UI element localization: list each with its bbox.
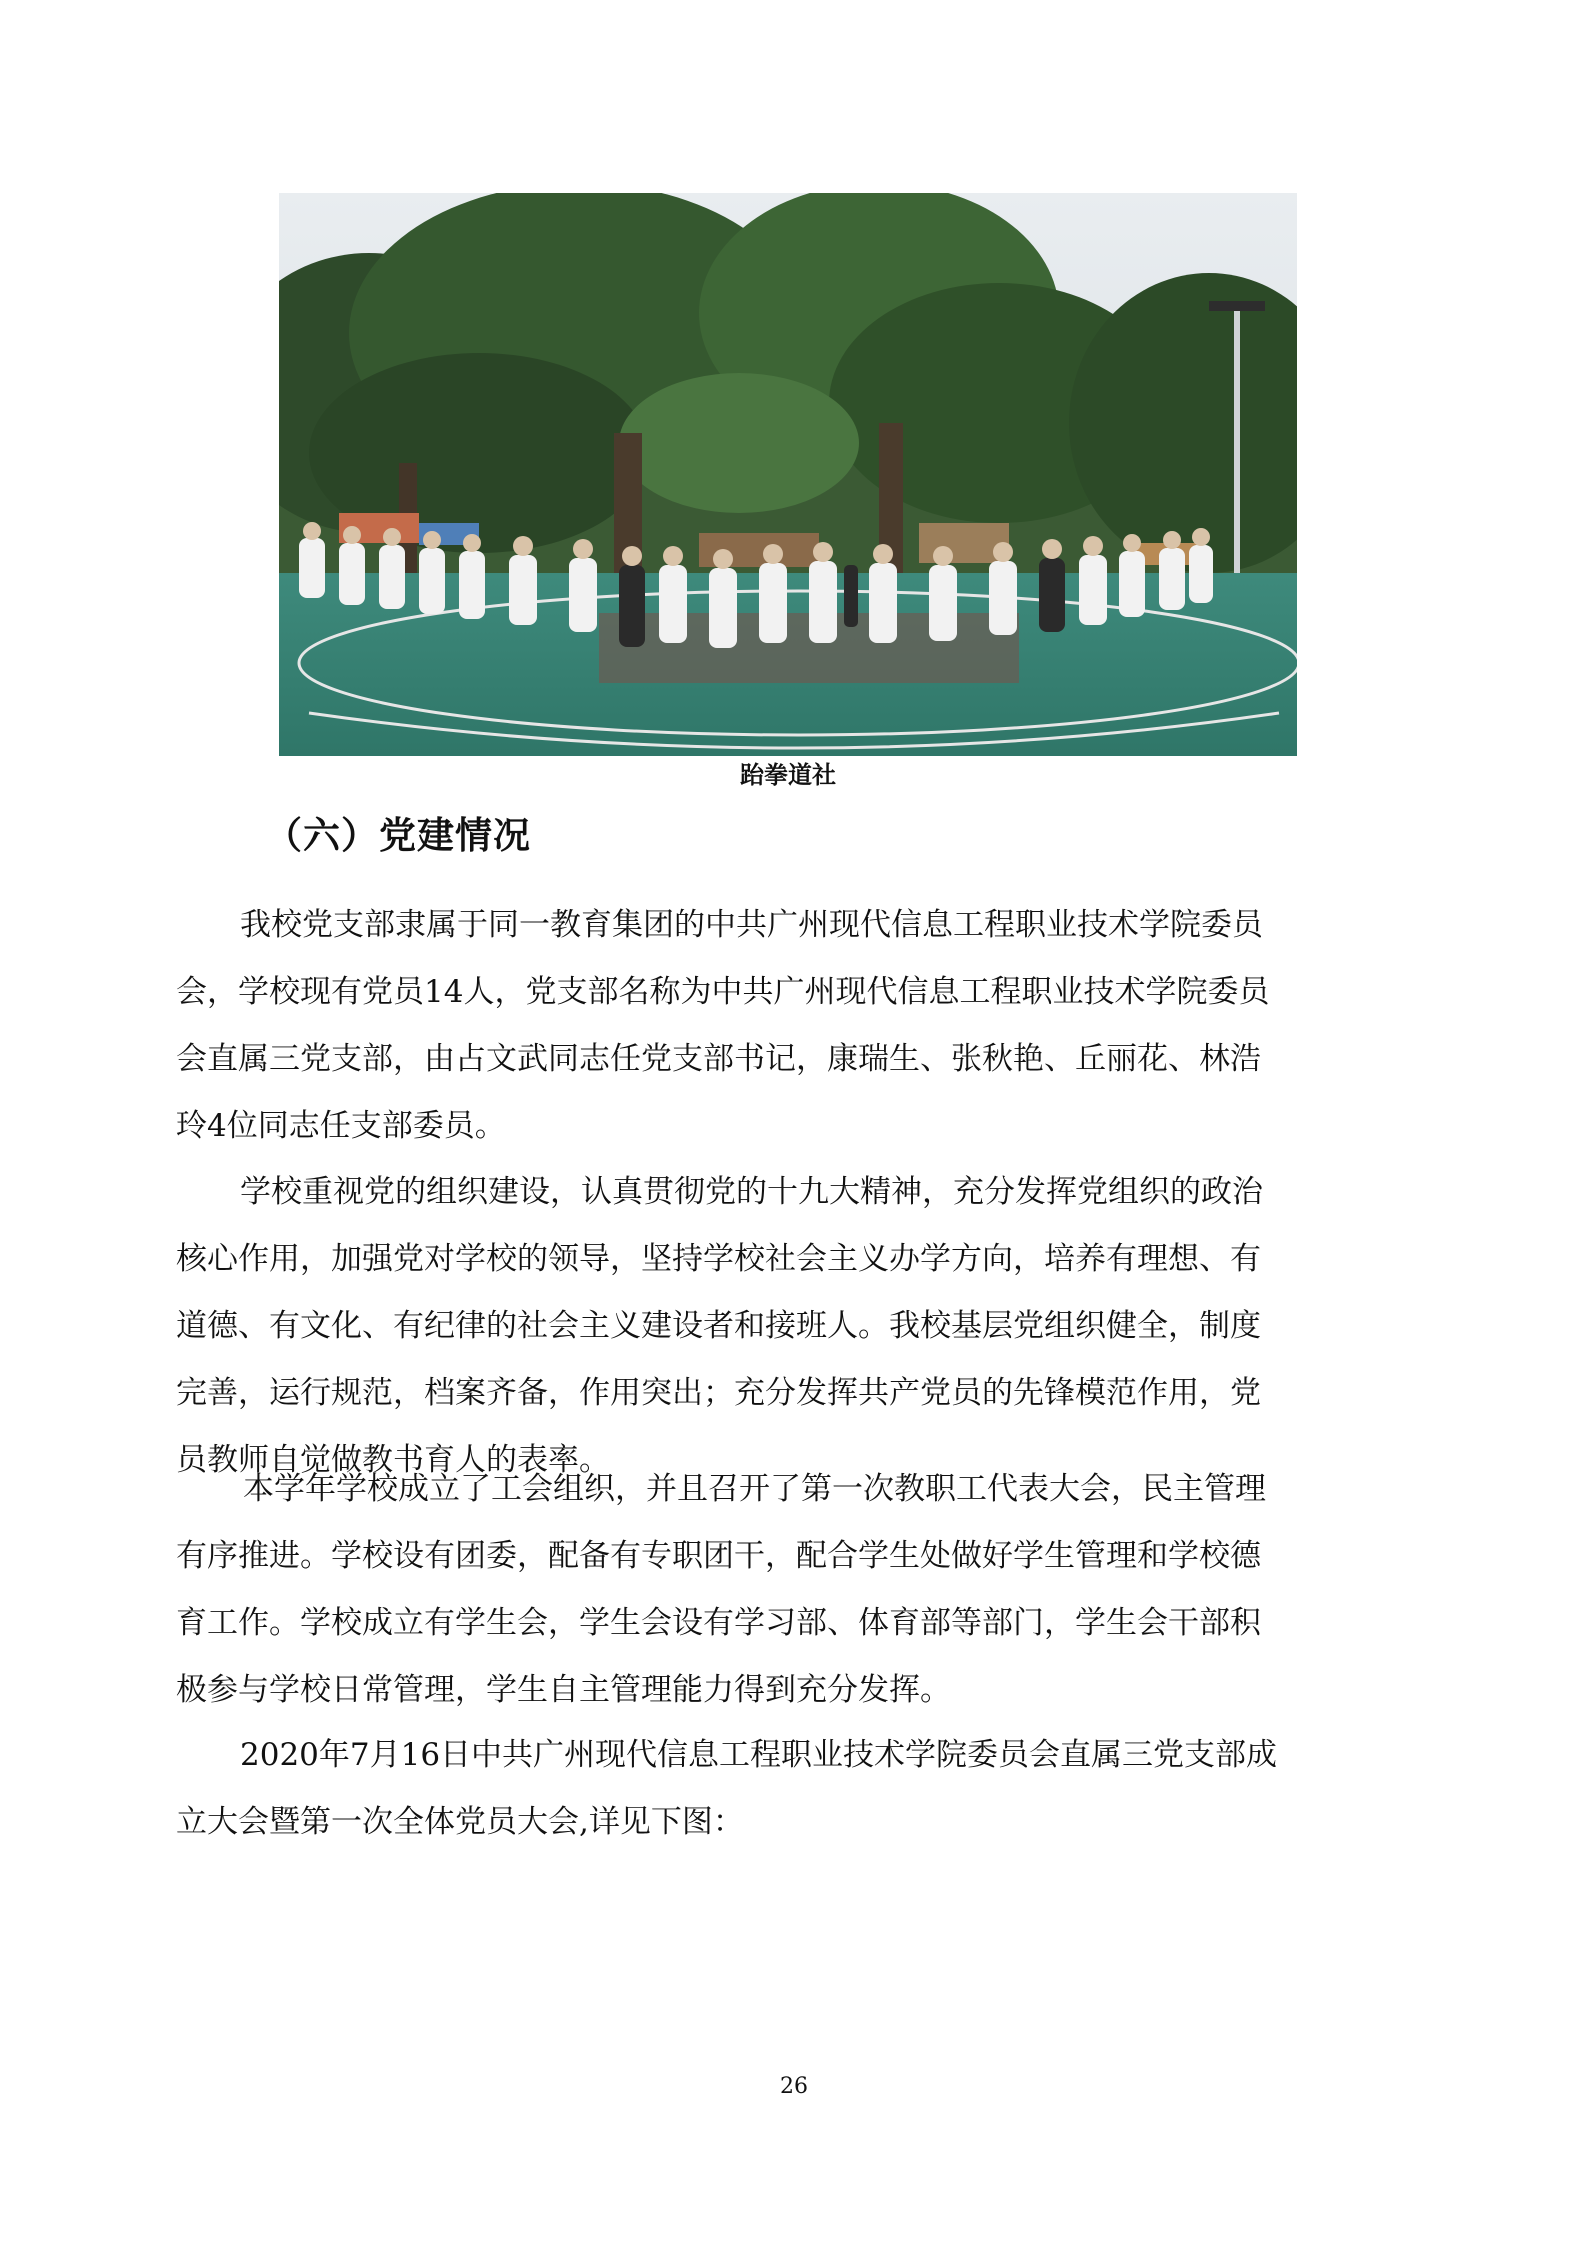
- text-line: 有序推进。学校设有团委，配备有专职团干，配合学生处做好学生管理和学校德: [176, 1538, 1261, 1574]
- text-line: 育工作。学校成立有学生会，学生会设有学习部、体育部等部门，学生会干部积: [176, 1605, 1261, 1641]
- paragraph-2: [176, 1159, 1402, 1494]
- paragraph-4: [176, 1722, 1402, 1856]
- text-line: 立大会暨第一次全体党员大会,详见下图：: [176, 1804, 744, 1840]
- text-line: 玲4位同志任支部委员。: [176, 1108, 506, 1144]
- text-line: 我校党支部隶属于同一教育集团的中共广州现代信息工程职业技术学院委员: [240, 907, 1263, 943]
- section-heading: （六）党建情况: [265, 814, 531, 857]
- text-line: 会，学校现有党员14人，党支部名称为中共广州现代信息工程职业技术学院委员: [176, 974, 1270, 1010]
- text-line: 核心作用，加强党对学校的领导，坚持学校社会主义办学方向，培养有理想、有: [176, 1241, 1261, 1277]
- paragraph-3: [176, 1456, 1402, 1724]
- text-line: 会直属三党支部，由占文武同志任党支部书记，康瑞生、张秋艳、丘丽花、林浩: [176, 1041, 1261, 1077]
- taekwondo-club-photo: [279, 193, 1297, 756]
- text-line: 道德、有文化、有纪律的社会主义建设者和接班人。我校基层党组织健全，制度: [176, 1308, 1261, 1344]
- text-line: 本学年学校成立了工会组织，并且召开了第一次教职工代表大会，民主管理: [243, 1471, 1266, 1507]
- text-line: 2020年7月16日中共广州现代信息工程职业技术学院委员会直属三党支部成: [240, 1737, 1278, 1773]
- page-number: 26: [780, 2074, 808, 2099]
- paragraph-1: [176, 892, 1402, 1160]
- text-line: 极参与学校日常管理，学生自主管理能力得到充分发挥。: [176, 1672, 951, 1708]
- text-line: 完善，运行规范，档案齐备，作用突出；充分发挥共产党员的先锋模范作用，党: [176, 1375, 1261, 1411]
- photo-caption: 跆拳道社: [740, 761, 836, 789]
- text-line: 学校重视党的组织建设，认真贯彻党的十九大精神，充分发挥党组织的政治: [240, 1174, 1263, 1210]
- text-line: 员教师自觉做教书育人的表率。: [176, 1442, 610, 1478]
